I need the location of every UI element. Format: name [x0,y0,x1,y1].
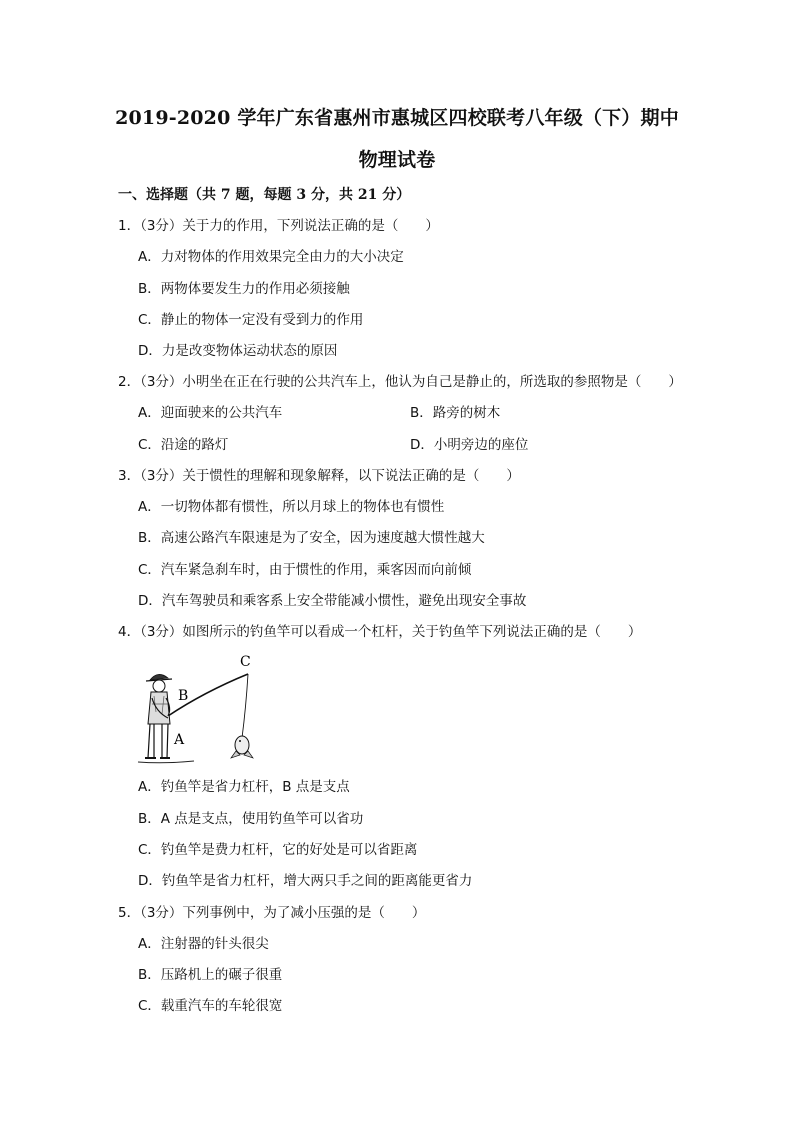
question-5-option-c: C．载重汽车的车轮很宽 [138,998,283,1014]
question-1-stem: 1．（3分）关于力的作用，下列说法正确的是（ ） [118,218,439,234]
question-3-option-d: D．汽车驾驶员和乘客系上安全带能减小惯性，避免出现安全事故 [138,593,527,609]
question-5-option-a: A．注射器的针头很尖 [138,936,269,952]
question-1-option-d: D．力是改变物体运动状态的原因 [138,343,338,359]
figure-label-b: B [178,688,189,704]
figure-label-c: C [240,654,251,670]
question-2-option-b: B．路旁的树木 [410,405,501,421]
question-4-stem: 4．（3分）如图所示的钓鱼竿可以看成一个杠杆，关于钓鱼竿下列说法正确的是（ ） [118,624,642,640]
question-2-stem: 2．（3分）小明坐在正在行驶的公共汽车上，他认为自己是静止的，所选取的参照物是（ ） [118,374,682,390]
question-5-option-b: B．压路机上的碾子很重 [138,967,283,983]
question-3-option-a: A．一切物体都有惯性，所以月球上的物体也有惯性 [138,499,445,515]
question-5-stem: 5．（3分）下列事例中，为了减小压强的是（ ） [118,905,426,921]
question-4-option-c: C．钓鱼竿是费力杠杆，它的好处是可以省距离 [138,842,418,858]
question-2-option-d: D．小明旁边的座位 [410,437,529,453]
question-4-option-d: D．钓鱼竿是省力杠杆，增大两只手之间的距离能更省力 [138,873,473,889]
question-2-option-c: C．沿途的路灯 [138,437,229,453]
question-1-option-b: B．两物体要发生力的作用必须接触 [138,281,350,297]
exam-title-line-1: 2019-2020 学年广东省惠州市惠城区四校联考八年级（下）期中 [115,107,679,129]
question-2-option-a: A．迎面驶来的公共汽车 [138,405,283,421]
question-4-option-a: A．钓鱼竿是省力杠杆，B 点是支点 [138,779,350,795]
section-heading: 一、选择题（共 7 题，每题 3 分，共 21 分） [118,187,411,203]
question-3-option-c: C．汽车紧急刹车时，由于惯性的作用，乘客因而向前倾 [138,562,472,578]
question-1-option-a: A．力对物体的作用效果完全由力的大小决定 [138,249,404,265]
question-1-option-c: C．静止的物体一定没有受到力的作用 [138,312,364,328]
exam-title-line-2: 物理试卷 [358,149,436,171]
question-4-option-b: B．A 点是支点，使用钓鱼竿可以省功 [138,811,364,827]
figure-label-a: A [174,732,185,748]
question-3-stem: 3．（3分）关于惯性的理解和现象解释，以下说法正确的是（ ） [118,468,520,484]
fishing-rod-figure [134,652,264,768]
question-3-option-b: B．高速公路汽车限速是为了安全，因为速度越大惯性越大 [138,530,485,546]
